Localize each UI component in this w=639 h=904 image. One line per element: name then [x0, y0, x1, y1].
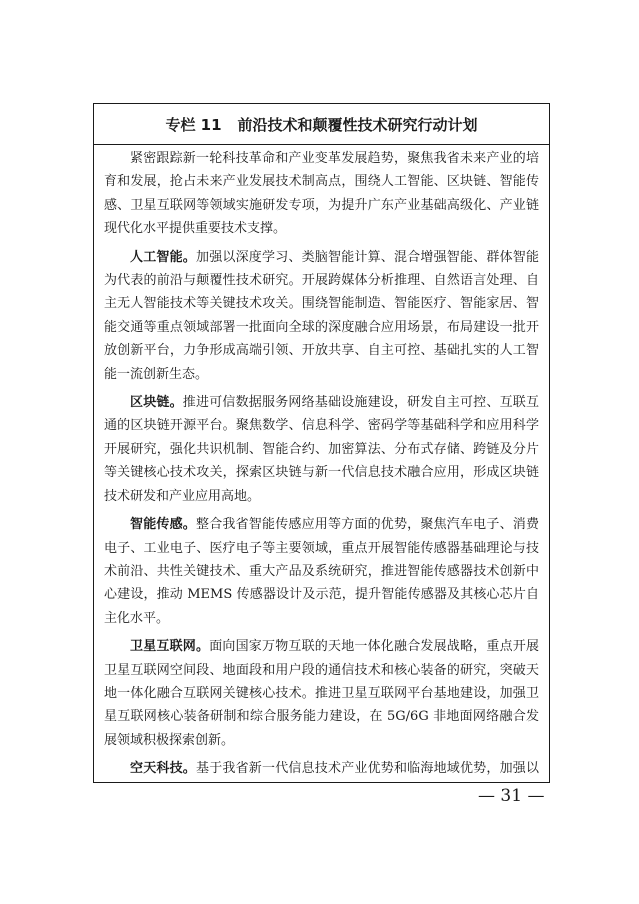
section-text: 基于我省新一代信息技术产业优势和临海地域优势，加强以	[196, 761, 539, 777]
section-lead: 空天科技。	[130, 761, 196, 777]
section-text: 整合我省智能传感应用等方面的优势，聚焦汽车电子、消费电子、工业电子、医疗电子等主要领域，重点开展智能传感器基础理论与技术前沿、共性关键技术、重大产品及系统研究，推进智能传感器技术创新中心建设，推动 MEMS 传感器设计及示范，提升智能传感器及其核心芯片自主化水平。	[104, 517, 539, 626]
section-smart-sensing	[104, 513, 539, 630]
intro-paragraph: 紧密跟踪新一轮科技革命和产业变革发展趋势，聚焦我省未来产业的培育和发展，抢占未来产业发展技术制高点，围绕人工智能、区块链、智能传感、卫星互联网等领域实施研发专项，为提升广东产业基础高级化、产业链现代化水平提供重要技术支撑。	[104, 151, 539, 237]
section-lead: 智能传感。	[130, 517, 196, 533]
box-title	[94, 104, 549, 145]
section-aerospace	[104, 757, 539, 783]
section-lead: 人工智能。	[130, 249, 196, 265]
column-box	[93, 103, 550, 783]
section-lead: 卫星互联网。	[130, 639, 210, 655]
section-lead: 区块链。	[130, 395, 183, 411]
page-number: — 31 —	[478, 786, 545, 806]
box-title-text: 前沿技术和颠覆性技术研究行动计划	[237, 115, 478, 134]
section-text: 推进可信数据服务网络基础设施建设，研发自主可控、互联互通的区块链开源平台。聚焦数学、信息科学、密码学等基础科学和应用科学开展研究，强化共识机制、智能合约、加密算法、分布式存储、跨链及分片等关键核心技术攻关，探索区块链与新一代信息技术融合应用，形成区块链技术研发和产业应用高地。	[104, 395, 539, 504]
section-satellite-internet	[104, 635, 539, 752]
section-text: 加强以深度学习、类脑智能计算、混合增强智能、群体智能为代表的前沿与颠覆性技术研究。开展跨媒体分析推理、自然语言处理、自主无人智能技术等关键技术攻关。围绕智能制造、智能医疗、智能家居、智能交通等重点领域部署一批面向全球的深度融合应用场景，布局建设一批开放创新平台，力争形成高端引领、开放共享、自主可控、基础扎实的人工智能一流创新生态。	[104, 249, 539, 382]
section-text: 面向国家万物互联的天地一体化融合发展战略，重点开展卫星互联网空间段、地面段和用户段的通信技术和核心装备的研究，突破天地一体化融合互联网关键核心技术。推进卫星互联网平台基地建设，加强卫星互联网核心装备研制和综合服务能力建设，在 5G/6G 非地面网络融合发展领域积极探索创新。	[104, 639, 539, 748]
section-blockchain	[104, 391, 539, 508]
box-title-number: 专栏 11	[165, 115, 222, 134]
box-body	[94, 145, 549, 783]
section-ai	[104, 246, 539, 386]
